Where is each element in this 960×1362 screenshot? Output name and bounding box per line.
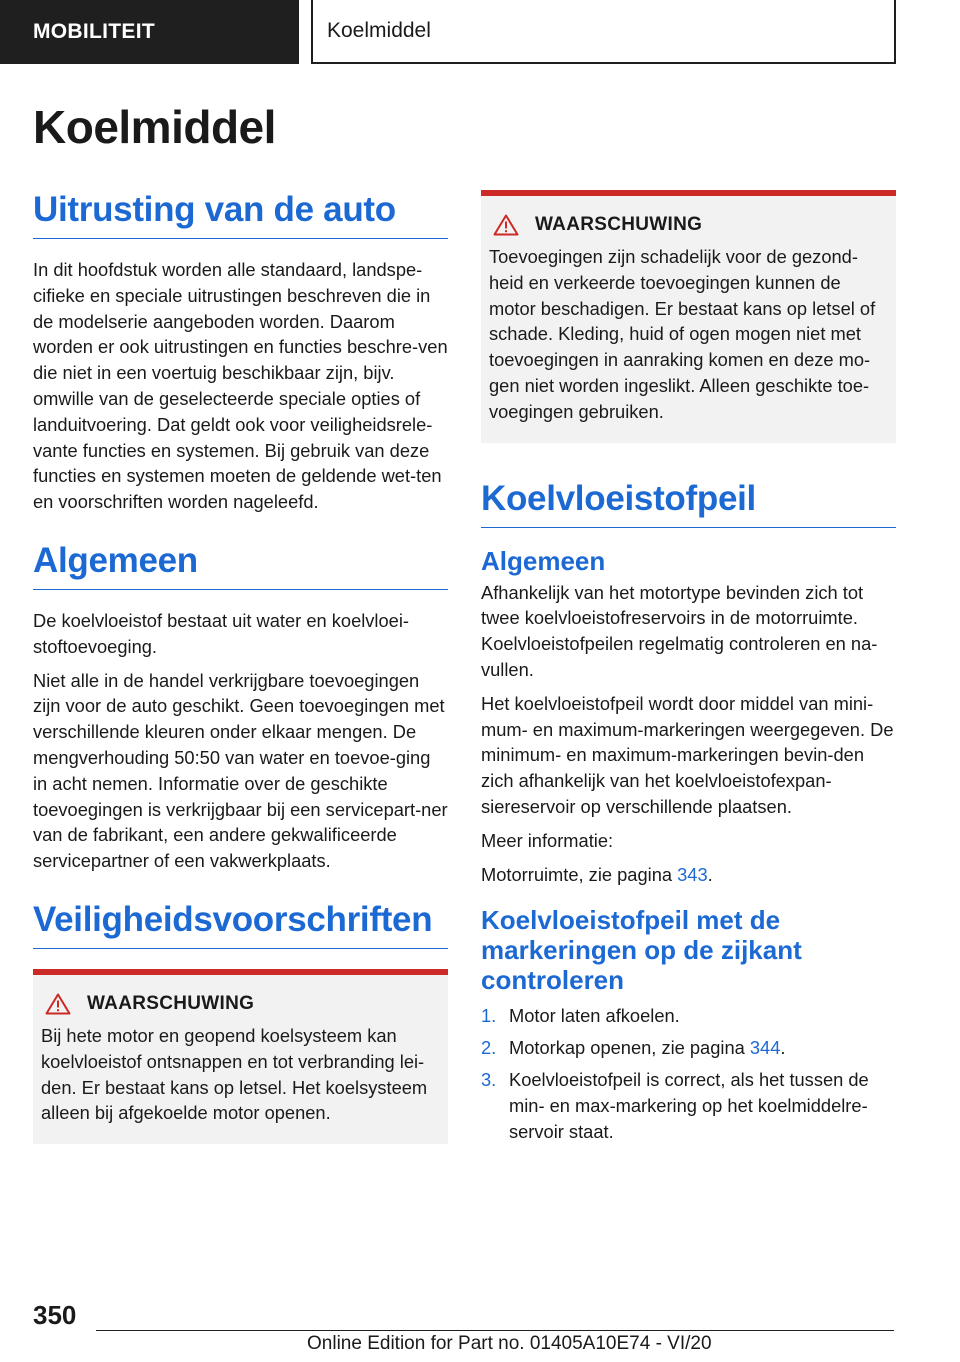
edition-footer: Online Edition for Part no. 01405A10E74 - VI/20	[307, 1333, 712, 1354]
list-item	[481, 1035, 896, 1061]
step-number: 2.	[481, 1037, 497, 1059]
level-text-2: Het koelvloeistofpeil wordt door middel van mini-mum- en maximum-markeringen weergegeven. De minimum- en maximum-markeringen bevin-den zich afhankelijk van het koelvloeistofexpan-siereservoir op verschillende plaatsen.	[481, 692, 894, 817]
section-tab: MOBILITEIT	[0, 0, 299, 64]
page-title: Koelmiddel	[33, 101, 276, 153]
list-item	[481, 1003, 896, 1029]
warning-text: Bij hete motor en geopend koelsysteem kan koelvloeistof ontsnappen en tot verbranding lei-den. Er bestaat kans op letsel. Het koelsysteem alleen bij afgekoelde motor openen.	[41, 1024, 428, 1124]
additive-warning-box	[481, 190, 896, 443]
step-number: 3.	[481, 1068, 497, 1090]
page-number: 350	[33, 1300, 77, 1330]
check-steps-list	[481, 1003, 896, 1144]
subheading-check-markings: Koelvloeistofpeil met de markeringen op de zijkant controleren	[481, 905, 802, 996]
left-column	[33, 190, 448, 1180]
warning-text: Toevoegingen zijn schadelijk voor de gezond-heid en verkeerde toevoegingen kunnen de motor beschadigen. Er bestaat kans op letsel of schade. Kleding, huid of ogen mogen niet met toevoegingen in aanraking komen en deze mo-gen niet worden ingeslikt. Alleen geschikte toe-voegingen gebruiken.	[489, 246, 876, 422]
heading-safety: Veiligheidsvoorschriften	[33, 900, 448, 949]
reference-end: .	[707, 863, 713, 885]
level-text-1: Afhankelijk van het motortype bevinden zich tot twee koelvloeistofreservoirs in de motorruimte. Koelvloeistofpeilen regelmatig controleren en na-vullen.	[481, 581, 878, 680]
general-text-1: De koelvloeistof bestaat uit water en koelvloei-stoftoevoeging.	[33, 609, 409, 657]
step-text: Motor laten afkoelen.	[509, 1005, 680, 1027]
warning-header	[41, 993, 440, 1015]
warning-triangle-icon	[45, 993, 71, 1015]
warning-header	[489, 214, 888, 236]
step-content	[509, 1035, 785, 1061]
engine-bay-reference	[481, 862, 896, 888]
step-text: Motorkap openen, zie pagina	[509, 1037, 750, 1059]
general-text-2: Niet alle in de handel verkrijgbare toevoegingen zijn voor de auto geschikt. Geen toevoegingen met verschillende kleuren onder elkaar mengen. De mengverhouding 50:50 van water en toevoe-ging in acht nemen. Informatie over de geschikte toevoegingen is verkrijgbaar bij een servicepart-ner van de fabrikant, een andere gekwalificeerde servicepartner of een vakwerkplaats.	[33, 669, 448, 872]
step-number: 1.	[481, 1005, 497, 1027]
heading-coolant-level: Koelvloeistofpeil	[481, 479, 896, 528]
topic-tab: Koelmiddel	[311, 0, 896, 64]
page-link-344[interactable]: 344	[749, 1037, 781, 1059]
list-item	[481, 1067, 896, 1144]
more-info-label: Meer informatie:	[481, 829, 614, 851]
warning-triangle-icon	[493, 214, 519, 236]
heading-equipment: Uitrusting van de auto	[33, 190, 448, 239]
equipment-text: In dit hoofdstuk worden alle standaard, landspe-cifieke en speciale uitrustingen beschreven die in de modelserie aangeboden worden. Daarom worden er ook uitrustingen en functies beschre-ven die niet in een voertuig beschikbaar zijn, bijv. omwille van de geselecteerde speciale opties of landuitvoering. Dat geldt ook voor veiligheidsrele-vante functies en systemen. Bij gebruik van deze functies en systemen moeten de geldende wet-ten en voorschriften worden nageleefd.	[33, 259, 448, 513]
warning-label: WAARSCHUWING	[87, 992, 255, 1014]
step-end: .	[780, 1037, 786, 1059]
step-text: Koelvloeistofpeil is correct, als het tussen de min- en max-markering op het koelmiddelre-servoir staat.	[509, 1068, 869, 1142]
reference-text: Motorruimte, zie pagina	[481, 863, 678, 885]
page-link-343[interactable]: 343	[677, 863, 708, 885]
right-column	[481, 190, 896, 1150]
page-header	[0, 0, 960, 64]
footer-divider	[96, 1330, 894, 1331]
safety-warning-box	[33, 969, 448, 1144]
subheading-general: Algemeen	[481, 545, 606, 576]
heading-general: Algemeen	[33, 541, 448, 590]
warning-label: WAARSCHUWING	[535, 214, 703, 235]
